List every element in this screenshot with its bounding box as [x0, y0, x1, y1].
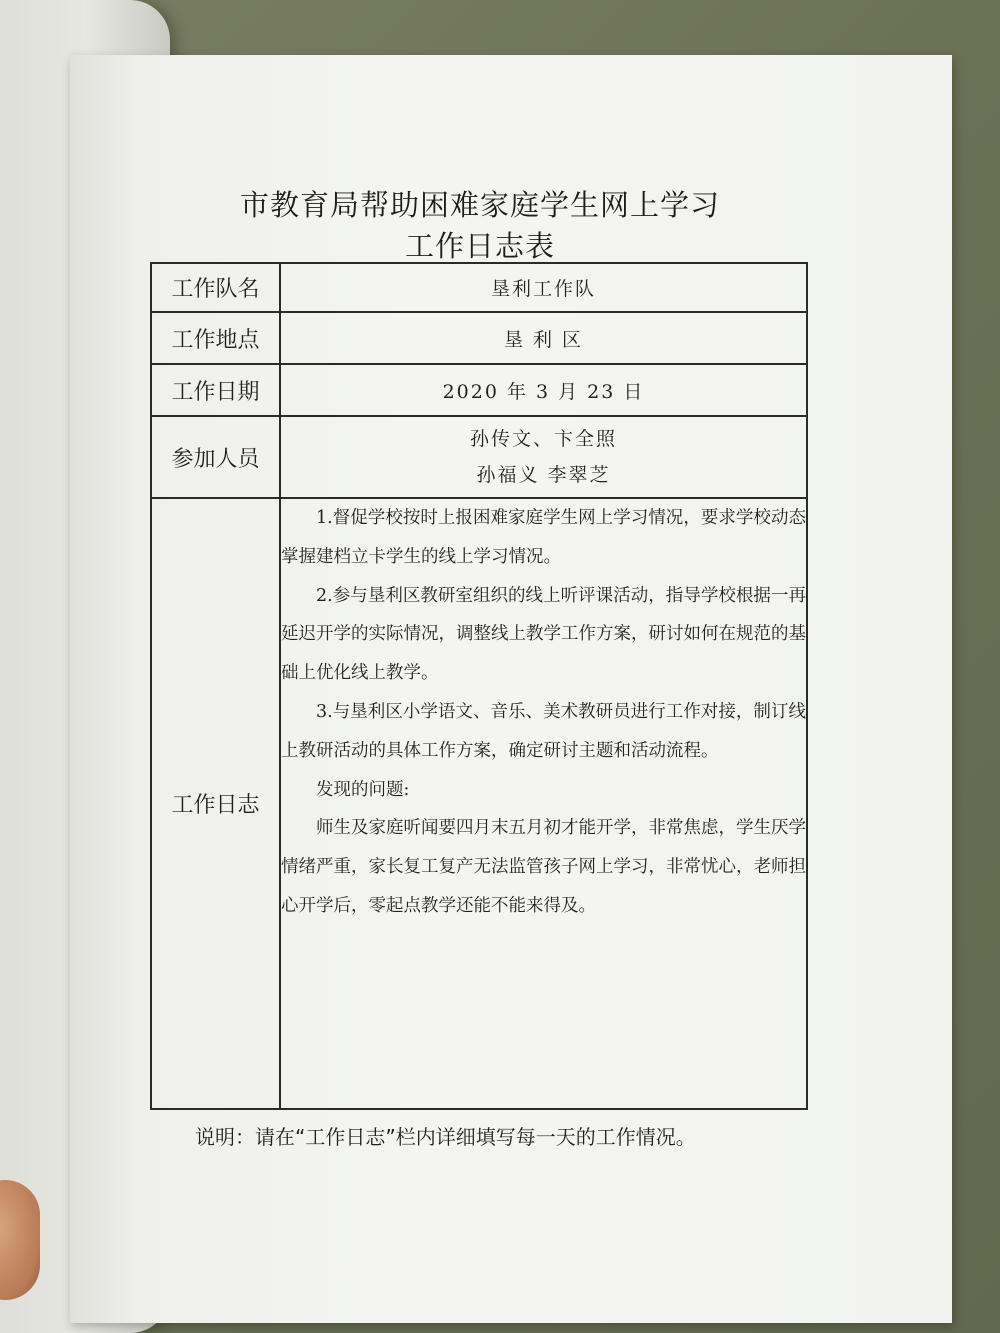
log-paragraph-1: 1.督促学校按时上报困难家庭学生网上学习情况，要求学校动态掌握建档立卡学生的线上学习情况。	[281, 508, 806, 567]
participants-value	[280, 416, 807, 498]
date-label: 工作日期	[151, 364, 280, 416]
log-paragraph-4: 师生及家庭听闻要四月末五月初才能开学，非常焦虑，学生厌学情绪严重，家长复工复产无法监管孩子网上学习，非常忧心，老师担心开学后，零起点教学还能不能来得及。	[281, 818, 806, 916]
team-row	[151, 263, 807, 312]
log-content	[280, 498, 807, 1109]
location-value: 垦 利 区	[280, 312, 807, 364]
document-subtitle: 工作日志表	[404, 229, 555, 263]
work-log-table	[150, 262, 808, 1110]
footnote: 说明：请在“工作日志”栏内详细填写每一天的工作情况。	[195, 1125, 696, 1149]
participants-line-1: 孙传文、卞全照	[469, 428, 617, 450]
location-row	[151, 312, 807, 364]
log-paragraph-2: 2.参与垦利区教研室组织的线上听评课活动，指导学校根据一再延迟开学的实际情况，调整线上教学工作方案，研讨如何在规范的基础上优化线上教学。	[281, 585, 806, 684]
log-row	[151, 498, 807, 1109]
date-row	[151, 364, 807, 416]
team-label: 工作队名	[151, 263, 280, 312]
team-value: 垦利工作队	[280, 263, 807, 312]
thumb	[0, 1180, 40, 1300]
location-label: 工作地点	[151, 312, 280, 364]
participants-label: 参加人员	[151, 416, 280, 498]
log-paragraph-3: 3.与垦利区小学语文、音乐、美术教研员进行工作对接，制订线上教研活动的具体工作方案，确定研讨主题和活动流程。	[281, 701, 806, 761]
date-value: 2020 年 3 月 23 日	[280, 364, 807, 416]
participants-line-2: 孙福义 李翠芝	[476, 464, 611, 486]
log-label: 工作日志	[151, 498, 280, 1109]
document-title: 市教育局帮助困难家庭学生网上学习	[239, 188, 720, 222]
log-problems-heading: 发现的问题:	[316, 779, 410, 800]
participants-row	[151, 416, 807, 498]
